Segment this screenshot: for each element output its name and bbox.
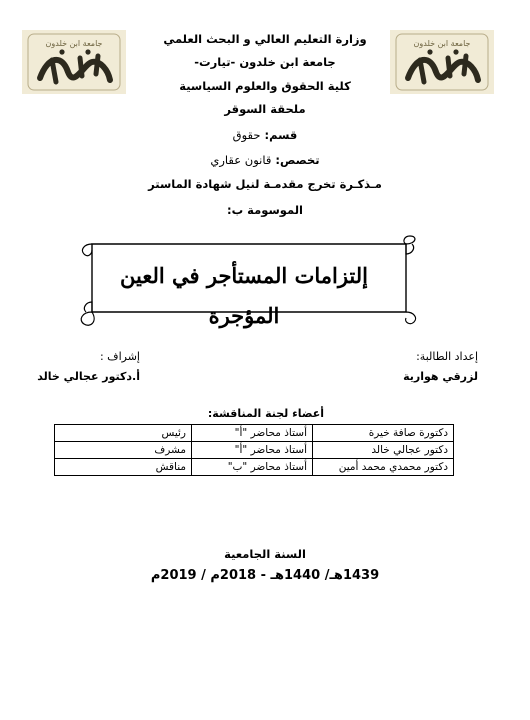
jury-member-name: دكتور محمدي محمد أمين: [313, 459, 454, 476]
jury-table: [54, 424, 454, 476]
academic-year-label: السنة الجامعية: [224, 547, 306, 561]
specialty-label: تخصص:: [275, 153, 320, 167]
university-line: جامعة ابن خلدون -تيارت-: [194, 55, 336, 69]
logo-caption: جامعة ابن خلدون: [413, 39, 471, 48]
memo-line: مـذكـرة تخرج مقدمـة لنيل شهادة الماستر: [148, 177, 382, 191]
department-line: [0, 127, 530, 143]
department-label: قسم:: [264, 128, 298, 142]
table-row: [55, 425, 454, 442]
titled-line: الموسومة ب:: [227, 203, 303, 217]
jury-member-role: رئيس: [55, 425, 192, 442]
title-scroll-frame: [66, 234, 422, 328]
department-value: حقوق: [232, 128, 261, 142]
supervisor-label: إشراف :: [99, 350, 140, 363]
supervisor-name: أ.دكتور عجالي خالد: [37, 370, 140, 383]
student-name: لزرقي هوارية: [403, 370, 478, 383]
annex-line: ملحقة السوقر: [224, 102, 306, 116]
jury-member-role: مناقش: [55, 459, 192, 476]
jury-member-rank: أستاذ محاضر "ب": [192, 459, 313, 476]
thesis-title: إلتزامات المستأجر في العين المؤجرة: [120, 263, 368, 328]
jury-member-role: مشرف: [55, 442, 192, 459]
ministry-line: وزارة التعليم العالي و البحث العلمي: [163, 32, 367, 46]
faculty-line: كلية الحقوق والعلوم السياسية: [179, 79, 351, 93]
jury-label: أعضاء لجنة المناقشة:: [207, 407, 324, 420]
jury-member-name: دكتورة صافة خيرة: [313, 425, 454, 442]
specialty-value: قانون عقاري: [210, 153, 272, 167]
jury-member-rank: أستاذ محاضر "أ": [192, 425, 313, 442]
specialty-line: [0, 152, 530, 168]
student-label: إعداد الطالبة:: [416, 350, 478, 363]
jury-member-name: دكتور عجالي خالد: [313, 442, 454, 459]
table-row: [55, 459, 454, 476]
logo-caption: جامعة ابن خلدون: [45, 39, 103, 48]
table-row: [55, 442, 454, 459]
academic-year-value: 1439هـ/ 1440هـ - 2018م / 2019م: [150, 568, 380, 583]
jury-member-rank: أستاذ محاضر "أ": [192, 442, 313, 459]
